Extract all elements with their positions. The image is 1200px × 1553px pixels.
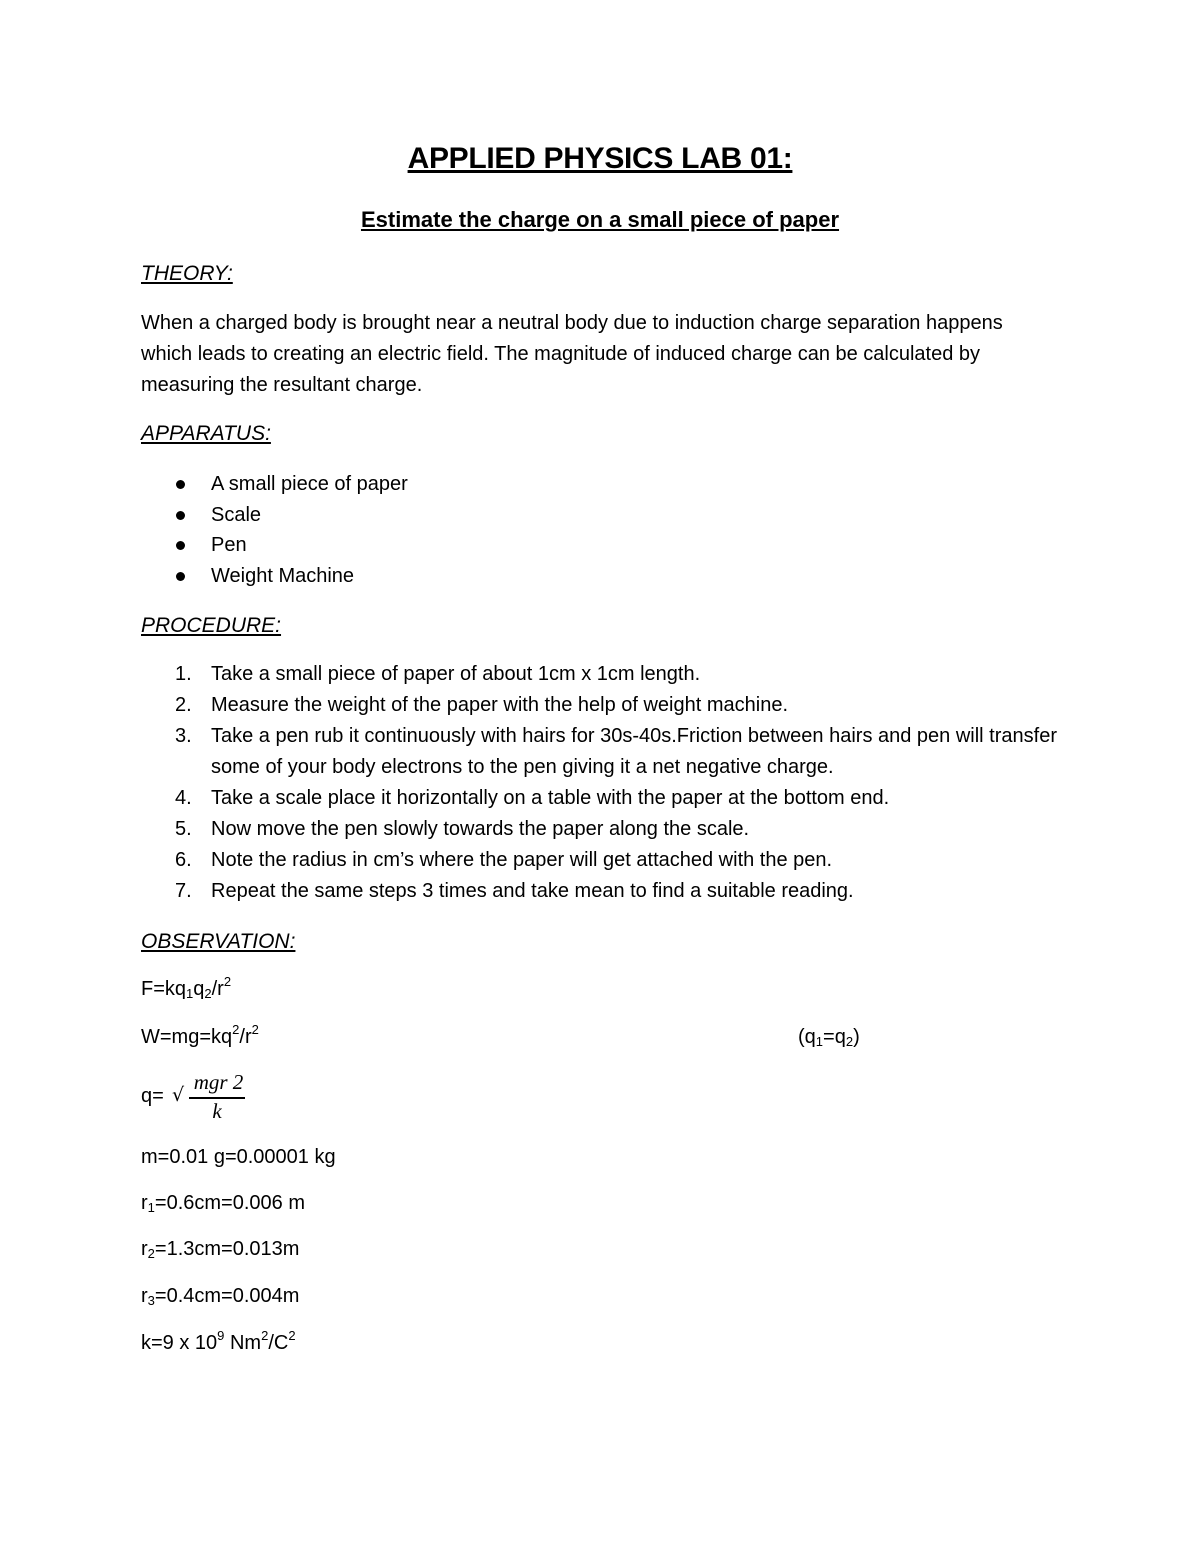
procedure-list: [141, 659, 1071, 907]
list-item: [141, 500, 408, 531]
step-number: 5.: [175, 818, 192, 840]
bullet-icon: [176, 572, 185, 581]
coulomb-constant-value: k=9 x $10^9$ $Nm^2/C^2$: [141, 1328, 296, 1354]
apparatus-heading: APPARATUS:: [141, 422, 271, 445]
force-equation: $F=kq_1q_2/r^2$: [141, 974, 232, 1001]
step-number: 7.: [175, 880, 192, 902]
mass-value: m=0.01 g=0.00001 kg: [141, 1146, 336, 1168]
charge-equality-note: $(q_1=q_2)$: [798, 1026, 860, 1049]
list-item: [141, 561, 408, 592]
step-number: 3.: [175, 725, 192, 747]
step-number: 1.: [175, 663, 192, 685]
list-item: [141, 690, 1071, 721]
bullet-icon: [176, 480, 185, 489]
list-item: [141, 469, 408, 500]
apparatus-list: [141, 469, 408, 592]
charge-formula: [141, 1070, 271, 1126]
weight-equation: $W=mg=kq^2/r^2$: [141, 1022, 259, 1048]
radius-2-value: $r_2=1.3cm=0.013m$: [141, 1238, 300, 1261]
list-item-text: Scale: [211, 503, 262, 526]
formula-lhs: q=: [141, 1085, 164, 1107]
bullet-icon: [176, 541, 185, 550]
bullet-icon: [176, 511, 185, 520]
procedure-heading: PROCEDURE:: [141, 614, 282, 637]
list-item-text: Pen: [211, 534, 247, 557]
step-number: 2.: [175, 694, 192, 716]
step-number: 4.: [175, 787, 192, 809]
step-text: Measure the weight of the paper with the help of weight machine.: [211, 694, 789, 716]
list-item: [141, 783, 1071, 814]
square-root-icon: √: [172, 1084, 185, 1106]
theory-heading: THEORY:: [141, 262, 233, 285]
observation-heading: OBSERVATION:: [141, 930, 296, 953]
theory-text: When a charged body is brought near a neutral body due to induction charge separation happens which leads to creating an electric field. The magnitude of induced charge can be calculated by measuring the resultant charge.: [141, 312, 1003, 396]
list-item: [141, 814, 1071, 845]
list-item: [141, 845, 1071, 876]
theory-paragraph: [141, 308, 1041, 401]
step-text: Take a scale place it horizontally on a table with the paper at the bottom end.: [211, 787, 890, 809]
list-item: [141, 876, 1071, 907]
step-number: 6.: [175, 849, 192, 871]
step-text: Note the radius in cm’s where the paper will get attached with the pen.: [211, 849, 833, 871]
radius-3-value: $r_3=0.4cm=0.004m$: [141, 1285, 300, 1308]
list-item: [141, 659, 1071, 690]
list-item-text: A small piece of paper: [211, 473, 408, 495]
step-text: Take a small piece of paper of about 1cm x 1cm length.: [211, 663, 701, 685]
step-text: Repeat the same steps 3 times and take mean to find a suitable reading.: [211, 880, 854, 902]
step-text: Now move the pen slowly towards the paper along the scale.: [211, 818, 750, 840]
formula-numerator: mgr 2: [193, 1070, 244, 1094]
list-item: [141, 721, 1071, 783]
page-title: APPLIED PHYSICS LAB 01:: [407, 142, 793, 175]
page-subtitle: Estimate the charge on a small piece of paper: [360, 207, 840, 232]
step-text: Take a pen rub it continuously with hairs for 30s-40s.Friction between hairs and pen will transfer some of your body electrons to the pen giving it a net negative charge.: [211, 725, 1057, 778]
list-item-text: Weight Machine: [211, 565, 355, 588]
radius-1-value: $r_1=0.6cm=0.006$ m: [141, 1192, 305, 1215]
formula-denominator: k: [212, 1099, 222, 1123]
list-item: [141, 530, 408, 561]
